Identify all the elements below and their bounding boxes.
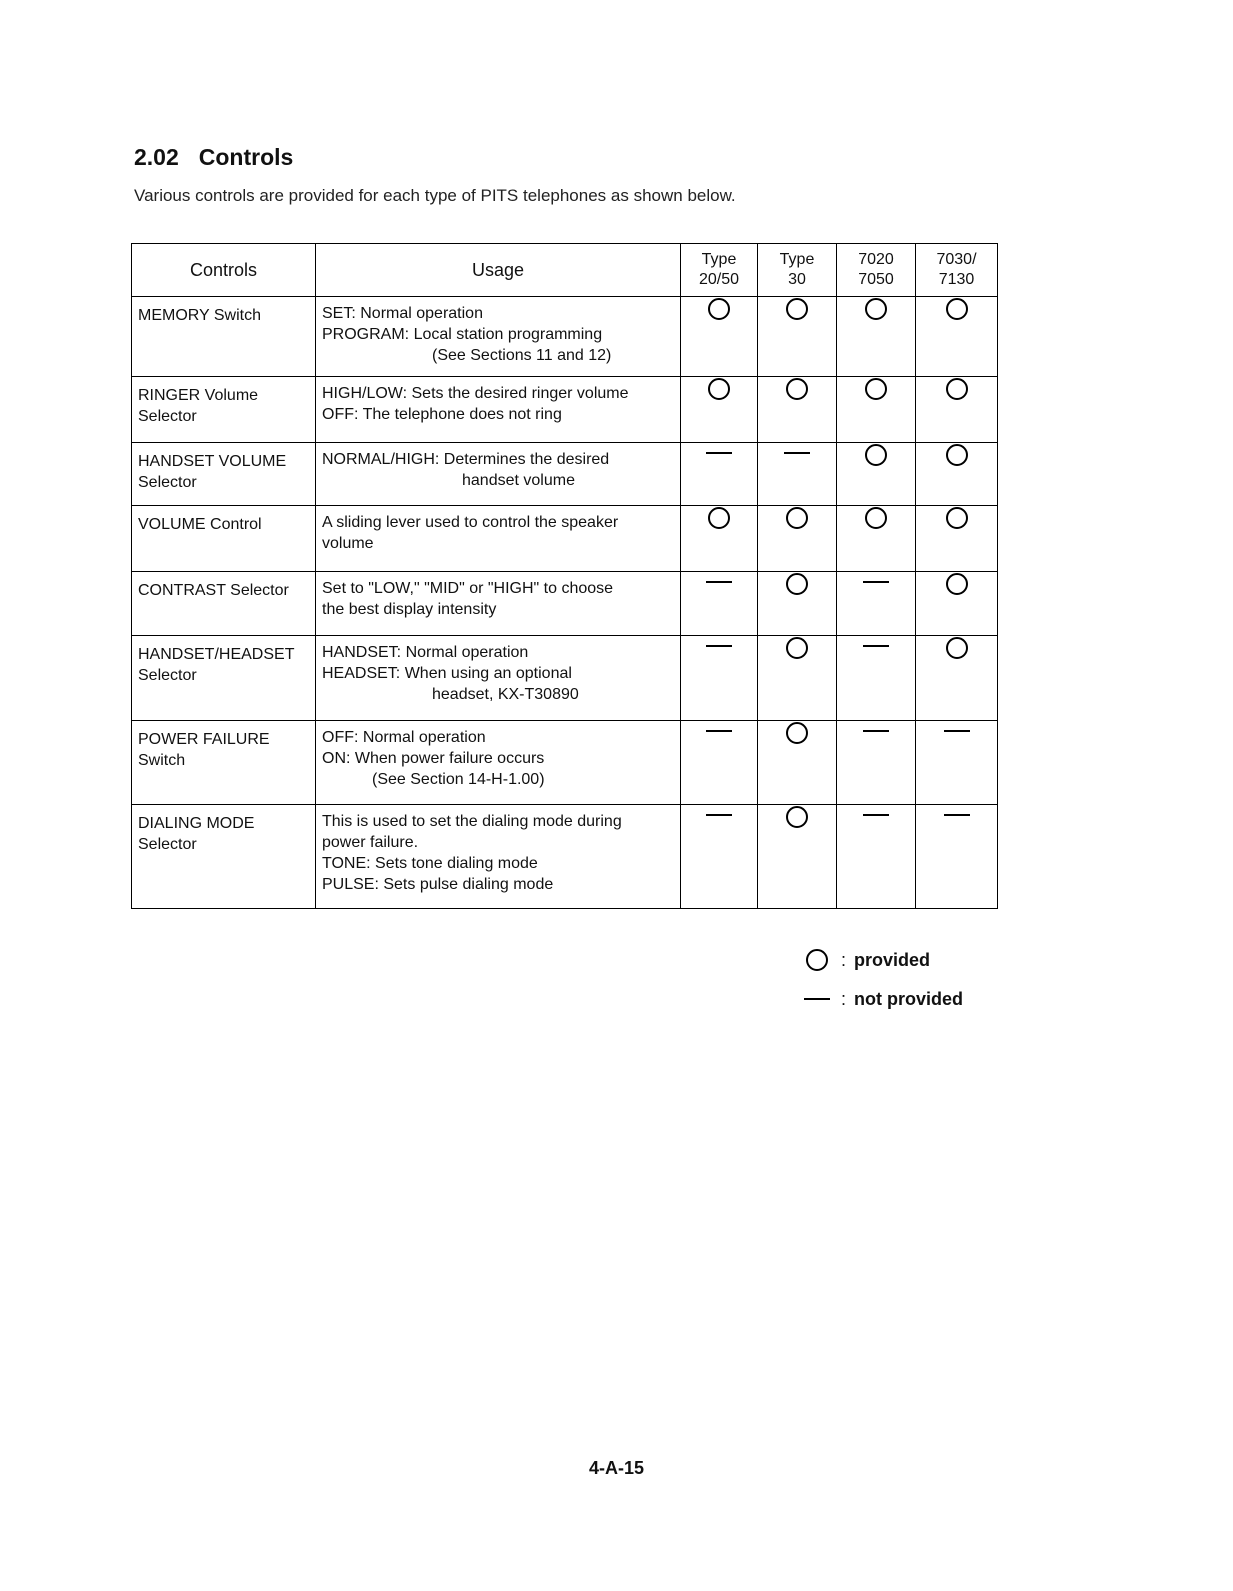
legend-separator: : (841, 949, 847, 970)
section-title: Controls (198, 144, 294, 170)
availability-cell (758, 443, 837, 506)
control-usage: A sliding lever used to control the speaker volume (316, 506, 681, 572)
header-controls: Controls (132, 244, 316, 297)
availability-cell (837, 572, 916, 636)
availability-cell (837, 721, 916, 805)
circle-icon (786, 507, 808, 529)
availability-cell (681, 443, 758, 506)
availability-cell (758, 572, 837, 636)
section-heading (134, 144, 293, 171)
dash-icon (944, 814, 970, 816)
control-name: HANDSET/HEADSET Selector (132, 636, 316, 721)
controls-table (131, 243, 998, 909)
header-type-30: Type 30 (758, 244, 837, 297)
circle-icon (946, 573, 968, 595)
availability-cell (681, 297, 758, 377)
availability-cell (681, 572, 758, 636)
circle-icon (786, 806, 808, 828)
dash-icon (706, 452, 732, 454)
table-row (132, 572, 998, 636)
header-usage: Usage (316, 244, 681, 297)
availability-cell (681, 506, 758, 572)
circle-icon (708, 298, 730, 320)
availability-cell (837, 443, 916, 506)
availability-cell (837, 297, 916, 377)
circle-icon (946, 444, 968, 466)
availability-cell (837, 805, 916, 909)
section-number: 2.02 (134, 144, 179, 170)
table-row (132, 721, 998, 805)
control-name: RINGER Volume Selector (132, 377, 316, 443)
availability-cell (758, 377, 837, 443)
table-row (132, 506, 998, 572)
dash-icon (706, 581, 732, 583)
control-name: DIALING MODE Selector (132, 805, 316, 909)
dash-icon (706, 814, 732, 816)
table-row (132, 443, 998, 506)
availability-cell (916, 572, 998, 636)
circle-icon (865, 378, 887, 400)
control-name: VOLUME Control (132, 506, 316, 572)
circle-icon (786, 298, 808, 320)
availability-cell (681, 377, 758, 443)
circle-icon (865, 298, 887, 320)
legend-provided-label: provided (854, 949, 931, 970)
circle-icon (786, 378, 808, 400)
circle-icon (786, 573, 808, 595)
dash-icon (863, 645, 889, 647)
circle-icon (865, 507, 887, 529)
availability-cell (916, 506, 998, 572)
circle-icon (708, 507, 730, 529)
dash-icon (944, 730, 970, 732)
dash-icon (784, 452, 810, 454)
availability-cell (837, 377, 916, 443)
circle-icon (946, 298, 968, 320)
circle-icon (946, 637, 968, 659)
control-usage: SET: Normal operation PROGRAM: Local station programming (See Sections 11 and 12) (316, 297, 681, 377)
availability-cell (916, 721, 998, 805)
circle-icon (806, 949, 828, 971)
table-header-row (132, 244, 998, 297)
availability-cell (681, 721, 758, 805)
availability-cell (681, 636, 758, 721)
legend-separator: : (841, 988, 847, 1009)
availability-cell (916, 443, 998, 506)
control-usage: NORMAL/HIGH: Determines the desired handset volume (316, 443, 681, 506)
availability-cell (758, 636, 837, 721)
control-usage: Set to "LOW," "MID" or "HIGH" to choose the best display intensity (316, 572, 681, 636)
dash-icon (863, 730, 889, 732)
circle-icon (786, 722, 808, 744)
legend-not-provided (803, 985, 963, 1013)
availability-cell (758, 805, 837, 909)
control-usage: This is used to set the dialing mode during power failure. TONE: Sets tone dialing mode PULSE: Sets pulse dialing mode (316, 805, 681, 909)
header-type-20-50: Type 20/50 (681, 244, 758, 297)
dash-icon (706, 645, 732, 647)
table-row (132, 805, 998, 909)
intro-text: Various controls are provided for each type of PITS telephones as shown below. (134, 186, 736, 205)
table-row (132, 297, 998, 377)
table-row (132, 636, 998, 721)
circle-icon (786, 637, 808, 659)
control-name: POWER FAILURE Switch (132, 721, 316, 805)
legend-not-provided-label: not provided (854, 988, 964, 1009)
legend-provided (803, 946, 963, 974)
availability-cell (837, 636, 916, 721)
control-usage: HANDSET: Normal operation HEADSET: When using an optional headset, KX-T30890 (316, 636, 681, 721)
availability-cell (916, 636, 998, 721)
availability-cell (758, 506, 837, 572)
availability-cell (916, 297, 998, 377)
availability-cell (758, 297, 837, 377)
header-7020-7050: 7020 7050 (837, 244, 916, 297)
availability-cell (837, 506, 916, 572)
control-name: MEMORY Switch (132, 297, 316, 377)
dash-icon (706, 730, 732, 732)
page-number: 4-A-15 (588, 1458, 645, 1478)
dash-icon (804, 998, 830, 1000)
circle-icon (946, 507, 968, 529)
header-7030-7130: 7030/ 7130 (916, 244, 998, 297)
dash-icon (863, 814, 889, 816)
availability-cell (758, 721, 837, 805)
circle-icon (865, 444, 887, 466)
legend (803, 946, 963, 1024)
circle-icon (708, 378, 730, 400)
availability-cell (916, 805, 998, 909)
availability-cell (916, 377, 998, 443)
dash-icon (863, 581, 889, 583)
control-usage: HIGH/LOW: Sets the desired ringer volume OFF: The telephone does not ring (316, 377, 681, 443)
control-usage: OFF: Normal operation ON: When power failure occurs (See Section 14-H-1.00) (316, 721, 681, 805)
control-name: CONTRAST Selector (132, 572, 316, 636)
control-name: HANDSET VOLUME Selector (132, 443, 316, 506)
table-row (132, 377, 998, 443)
circle-icon (946, 378, 968, 400)
availability-cell (681, 805, 758, 909)
